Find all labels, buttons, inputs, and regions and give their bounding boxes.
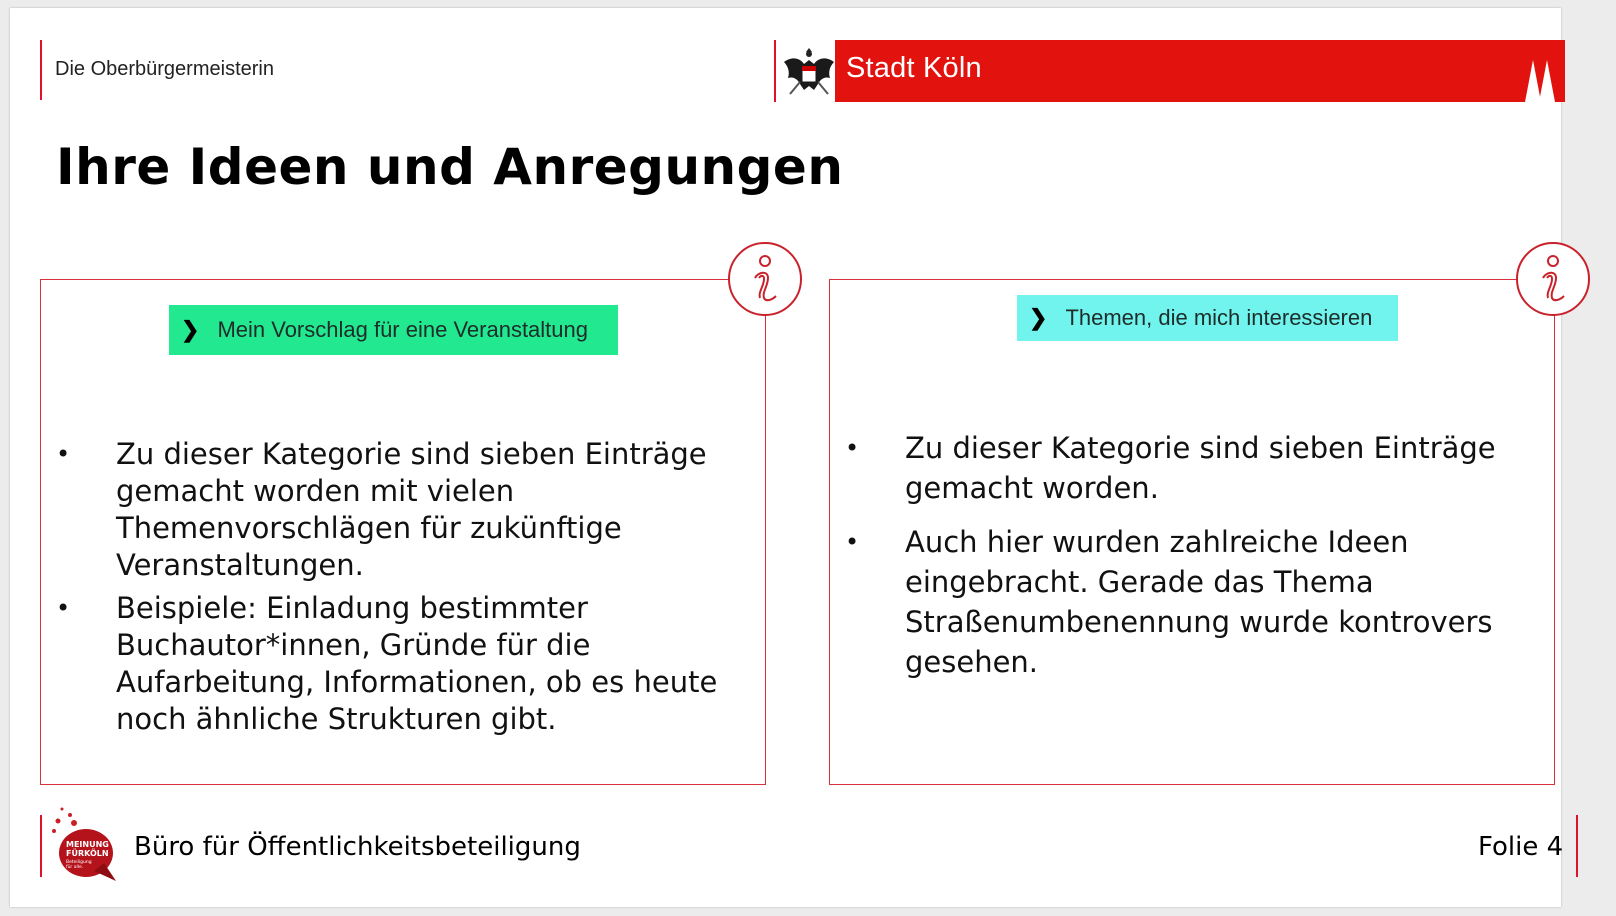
brand-name: Stadt Köln xyxy=(846,52,982,84)
footer-left-divider xyxy=(40,815,42,877)
coat-of-arms-icon xyxy=(780,42,838,100)
svg-text:MEINUNG: MEINUNG xyxy=(66,840,109,849)
cathedral-towers-icon xyxy=(1525,54,1567,102)
header-left-divider xyxy=(40,40,42,100)
bullet-item: • Zu dieser Kategorie sind sieben Einträge gemacht worden. xyxy=(845,428,1545,508)
info-icon[interactable] xyxy=(1516,242,1590,316)
bullet-list-left xyxy=(56,436,756,738)
chevron-right-icon: ❯ xyxy=(181,317,200,342)
category-tag-themen[interactable] xyxy=(1017,295,1398,341)
category-tag-label: Mein Vorschlag für eine Veranstaltung xyxy=(217,317,588,342)
bullet-item: • Beispiele: Einladung bestimmter Buchautor*innen, Gründe für die Aufarbeitung, Informationen, ob es heute noch ähnliche Strukturen gibt. xyxy=(56,590,756,738)
page-title: Ihre Ideen und Anregungen xyxy=(56,138,844,196)
brand-divider xyxy=(774,40,776,102)
bullet-item: • Auch hier wurden zahlreiche Ideen eingebracht. Gerade das Thema Straßenumbenennung wurde kontrovers gesehen. xyxy=(845,522,1545,682)
footer-right-divider xyxy=(1576,815,1578,877)
bullet-list-right xyxy=(845,428,1545,682)
meinung-fuer-koeln-logo xyxy=(50,805,118,883)
bullet-item: • Zu dieser Kategorie sind sieben Einträge gemacht worden mit vielen Themenvorschlägen für zukünftige Veranstaltungen. xyxy=(56,436,756,584)
svg-text:für alle.: für alle. xyxy=(66,865,84,870)
slide-number: Folie 4 xyxy=(1478,832,1564,862)
chevron-right-icon: ❯ xyxy=(1029,305,1048,330)
footer-office: Büro für Öffentlichkeitsbeteiligung xyxy=(134,832,581,862)
header-subtitle: Die Oberbürgermeisterin xyxy=(55,58,274,80)
info-icon[interactable] xyxy=(728,242,802,316)
svg-text:Beteiligung: Beteiligung xyxy=(66,860,92,865)
category-tag-label: Themen, die mich interessieren xyxy=(1065,305,1373,330)
category-tag-veranstaltung[interactable] xyxy=(169,305,618,355)
svg-text:FÜRKÖLN: FÜRKÖLN xyxy=(66,849,109,858)
